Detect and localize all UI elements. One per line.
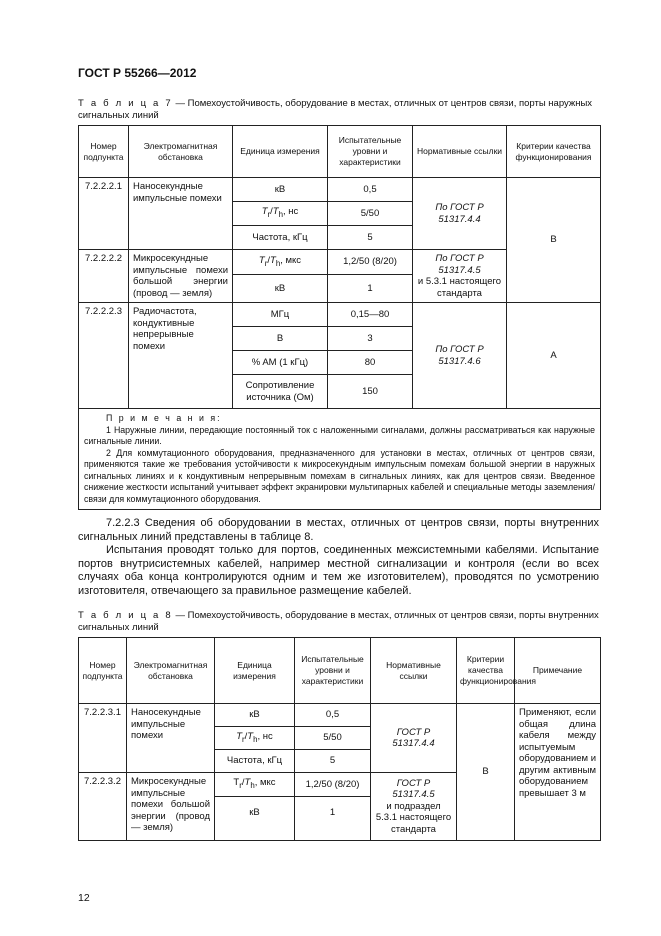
t8-r1-num: 7.2.2.3.1 — [79, 704, 127, 773]
t8-r2-unit2: кВ — [215, 797, 295, 841]
t8-header-criteria: Критерии качества функционирования — [457, 638, 515, 704]
t7-r3-unit3: % AM (1 кГц) — [233, 351, 328, 375]
t8-r1-val3: 5 — [295, 750, 371, 773]
t8-header-levels: Испытательные уровни и характеристики — [295, 638, 371, 704]
t7-r1-num: 7.2.2.2.1 — [79, 178, 129, 250]
table8-caption — [78, 610, 608, 634]
t7-r2-ref: По ГОСТ Р 51317.4.5 и 5.3.1 настоящего стандарта — [413, 250, 507, 303]
t7-r3-ref: По ГОСТ Р 51317.4.6 — [413, 303, 507, 409]
t8-r1-unit3: Частота, кГц — [215, 750, 295, 773]
table8-caption-text: — Помехоустойчивость, оборудование в местах, отличных от центров связи, порты внутренних сигнальных линий — [78, 610, 599, 633]
page-number: 12 — [78, 892, 90, 904]
t7-r1-val2: 5/50 — [328, 202, 413, 226]
t7-r2-val1: 1,2/50 (8/20) — [328, 250, 413, 275]
t8-crit-b: B — [457, 704, 515, 841]
t7-r2-val2: 1 — [328, 275, 413, 303]
t7-r3-val2: 3 — [328, 327, 413, 351]
t7-r1-unit2: $T_r/T_h$, нс — [233, 202, 328, 226]
table7-caption-text: — Помехоустойчивость, оборудование в местах, отличных от центров связи, порты наружных сигнальных линий — [78, 98, 593, 121]
t7-r3-num: 7.2.2.2.3 — [79, 303, 129, 409]
table-8 — [78, 637, 601, 841]
t7-notes — [79, 409, 601, 510]
t7-crit-b: B — [507, 178, 601, 303]
t8-r1-unit2: $T_r/T_h$, нс — [215, 727, 295, 750]
t7-r3-val3: 80 — [328, 351, 413, 375]
t8-r1-val1: 0,5 — [295, 704, 371, 727]
t7-r1-val3: 5 — [328, 226, 413, 250]
t7-r2-env: Микросекундные импульсные помехи большой энергии (провод — земля) — [129, 250, 233, 303]
t7-header-unit: Единица измерения — [233, 126, 328, 178]
t7-header-levels: Испытательные уровни и характеристики — [328, 126, 413, 178]
t8-header-note: Примечание — [515, 638, 601, 704]
t7-r1-val1: 0,5 — [328, 178, 413, 202]
t8-r2-num: 7.2.2.3.2 — [79, 773, 127, 841]
t7-header-env: Электромагнитная обстановка — [129, 126, 233, 178]
t7-r3-unit1: МГц — [233, 303, 328, 327]
t7-note-1: 1 Наружные линии, передающие постоянный ток с наложенными сигналами, должны рассматриваться как наружные сигнальные линии. — [84, 424, 595, 446]
table7-caption — [78, 98, 608, 122]
t8-r2-val1: 1,2/50 (8/20) — [295, 773, 371, 797]
t8-r1-val2: 5/50 — [295, 727, 371, 750]
t7-r3-env: Радиочастота, кондуктивные непрерывные помехи — [129, 303, 233, 409]
paragraph-tests: Испытания проводят только для портов, соединенных межсистемными кабелями. Испытание портов внутрисистемных кабелей, например местной сигнализации и контроля (если во всех случаях оба конца контролируются одним и тем же изготовителем), проводятся по усмотрению изготовителя, отвечающего за правильное размещение кабелей. — [78, 544, 599, 597]
t7-header-refs: Нормативные ссылки — [413, 126, 507, 178]
t7-r3-unit4: Сопротивление источника (Ом) — [233, 375, 328, 409]
t7-notes-title: П р и м е ч а н и я: — [106, 413, 222, 423]
t7-r1-unit1: кВ — [233, 178, 328, 202]
t7-header-num: Номер подпункта — [79, 126, 129, 178]
t8-header-num: Номер подпункта — [79, 638, 127, 704]
t8-r2-unit1: $T_r/T_h$, мкс — [215, 773, 295, 797]
t7-r3-val4: 150 — [328, 375, 413, 409]
t8-r2-ref: ГОСТ Р 51317.4.5 и подраздел 5.3.1 настоящего стандарта — [371, 773, 457, 841]
t7-header-criteria: Критерии качества функционирования — [507, 126, 601, 178]
t8-header-env: Электромагнитная обстановка — [127, 638, 215, 704]
paragraph-7-2-2-3: 7.2.2.3 Сведения об оборудовании в местах, отличных от центров связи, порты внутренних сигнальных линий представлены в таблице 8. — [78, 517, 599, 543]
t7-r1-env: Наносекундные импульсные помехи — [129, 178, 233, 250]
t7-crit-a: A — [507, 303, 601, 409]
t7-r2-unit1: $T_r/T_h$, мкс — [233, 250, 328, 275]
body-text — [78, 517, 599, 599]
t8-r2-val2: 1 — [295, 797, 371, 841]
table-7 — [78, 125, 601, 510]
t7-r3-unit2: В — [233, 327, 328, 351]
t7-r1-unit3: Частота, кГц — [233, 226, 328, 250]
t8-r2-env: Микросекундные импульсные помехи большой энергии (провод — земля) — [127, 773, 215, 841]
document-header: ГОСТ Р 55266—2012 — [78, 66, 197, 80]
t8-header-refs: Нормативные ссылки — [371, 638, 457, 704]
t8-note: Применяют, если общая длина кабеля между испытуемым оборудованием и другим активным оборудованием превышает 3 м — [515, 704, 601, 841]
t7-r2-unit2: кВ — [233, 275, 328, 303]
t7-note-2: 2 Для коммутационного оборудования, предназначенного для установки в местах, отличных от центров связи, применяются такие же требования устойчивости к микросекундным импульсным помехам большой энергии в наружных сигнальных линиях и к кондуктивным непрерывным помехам в сигнальных линиях, как для центров связи. Введенное снижение жесткости испытаний учитывает эффект экранировки мультипарных кабелей и специальные методы заземления/связи для коммутационного оборудования. — [84, 447, 595, 504]
t7-r3-val1: 0,15—80 — [328, 303, 413, 327]
t8-r1-ref: ГОСТ Р 51317.4.4 — [371, 704, 457, 773]
t8-r1-env: Наносекундные импульсные помехи — [127, 704, 215, 773]
t7-r1-ref: По ГОСТ Р 51317.4.4 — [413, 178, 507, 250]
table8-caption-label: Т а б л и ц а 8 — [78, 610, 173, 621]
t8-header-unit: Единица измерения — [215, 638, 295, 704]
t8-r1-unit1: кВ — [215, 704, 295, 727]
table7-caption-label: Т а б л и ц а 7 — [78, 98, 173, 109]
t7-r2-num: 7.2.2.2.2 — [79, 250, 129, 303]
